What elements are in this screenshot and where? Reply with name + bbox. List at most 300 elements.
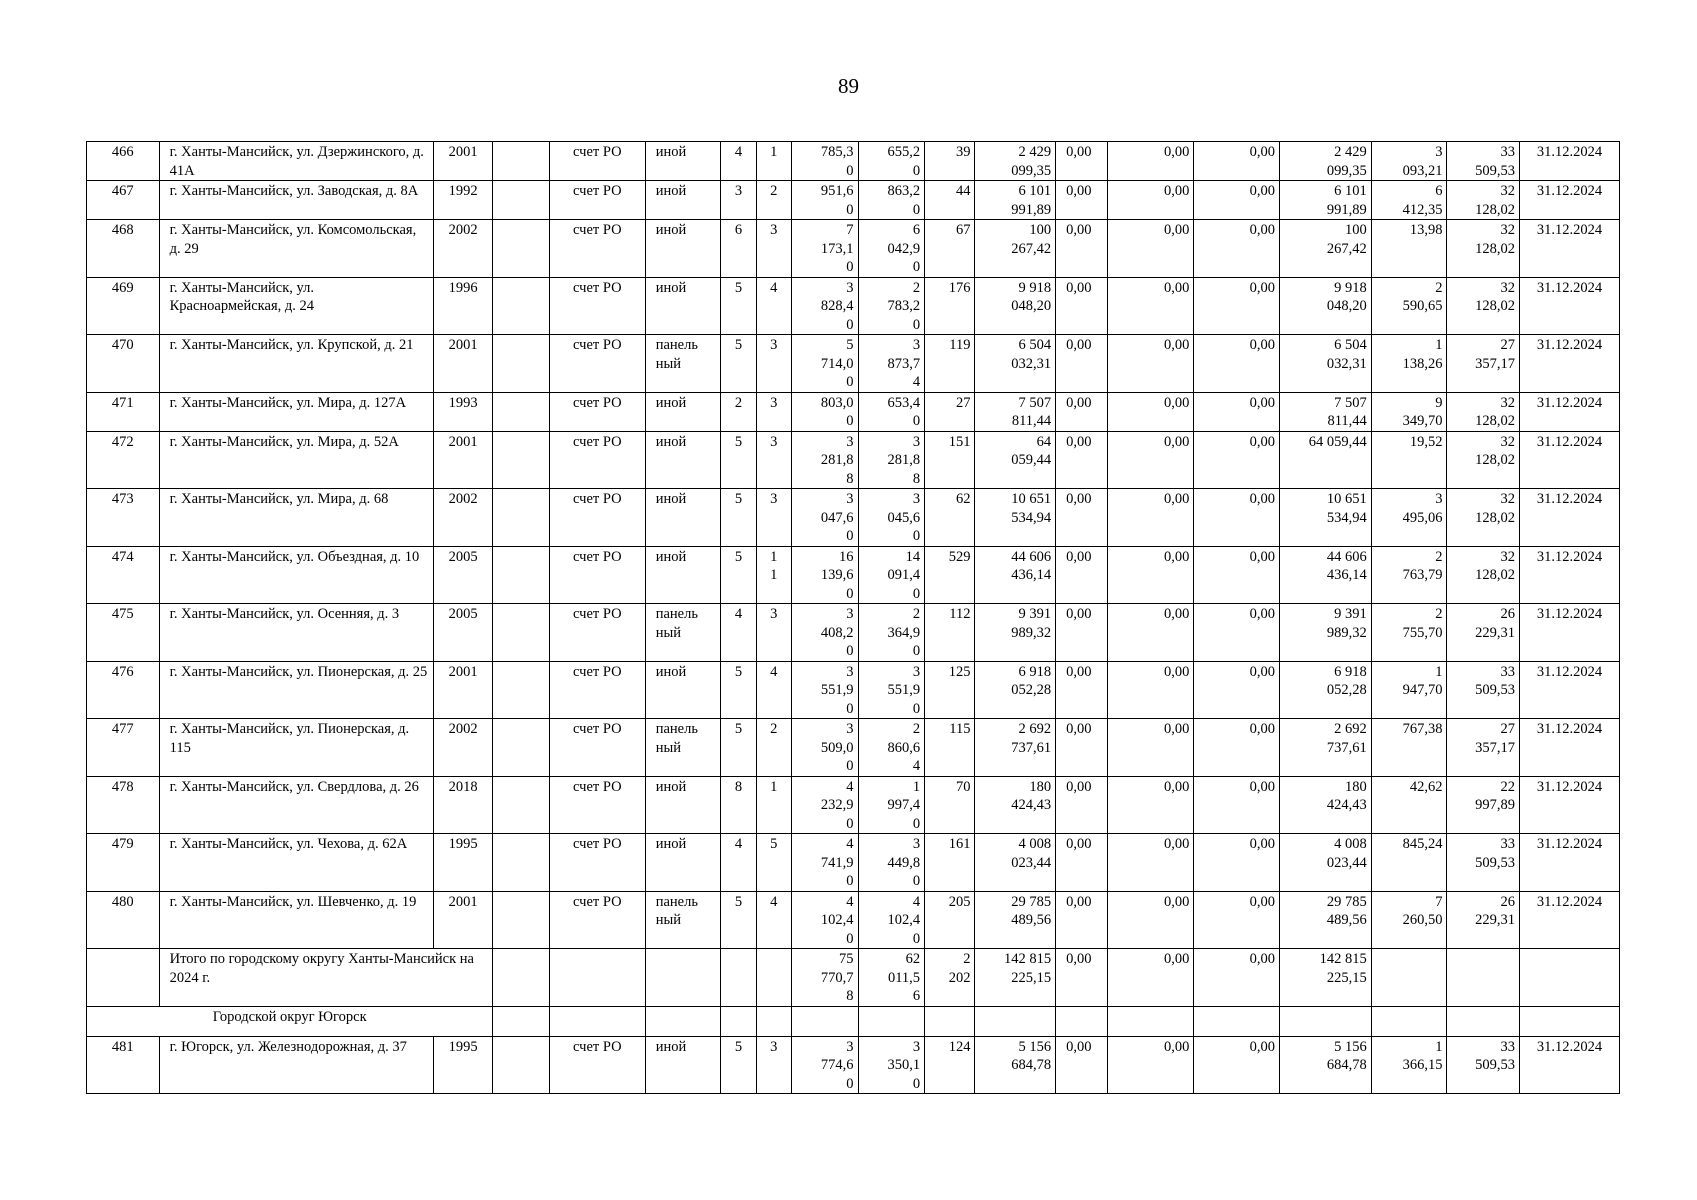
empty-cell: [721, 1006, 756, 1036]
cost-limit-cell: 27 357,17: [1447, 335, 1520, 393]
wall-material-cell: иной: [645, 1036, 721, 1094]
total-area-cell: 3 828,4 0: [791, 277, 858, 335]
table-row: [87, 142, 1620, 181]
residents-cell: 70: [925, 776, 975, 834]
fund-method-cell: счет РО: [549, 661, 645, 719]
table-row: [87, 392, 1620, 431]
address-cell: г. Ханты-Мансийск, ул. Красноармейская, д. 24: [159, 277, 433, 335]
cost-limit-cell: 32 128,02: [1447, 392, 1520, 431]
empty-cell: [493, 661, 549, 719]
year-cell: 1992: [433, 181, 493, 220]
address-cell: г. Ханты-Мансийск, ул. Дзержинского, д. 41А: [159, 142, 433, 181]
address-cell: г. Ханты-Мансийск, ул. Мира, д. 68: [159, 489, 433, 547]
cost-budget-cell: 0,00: [1107, 604, 1194, 662]
total-cost-cell: 29 785 489,56: [975, 891, 1056, 949]
address-cell: г. Ханты-Мансийск, ул. Шевченко, д. 19: [159, 891, 433, 949]
wall-material-cell: иной: [645, 489, 721, 547]
living-area-cell: 3 045,6 0: [858, 489, 925, 547]
fund-method-cell: счет РО: [549, 181, 645, 220]
total-area-cell: 4 102,4 0: [791, 891, 858, 949]
living-area-cell: 3 551,9 0: [858, 661, 925, 719]
section-header-row: [87, 1006, 1620, 1036]
cost-per-m2-cell: 42,62: [1371, 776, 1447, 834]
entrances-cell: 3: [756, 604, 791, 662]
cost-limit-cell: 33 509,53: [1447, 834, 1520, 892]
cost-local-cell: 0,00: [1194, 604, 1280, 662]
year-cell: 2002: [433, 220, 493, 278]
cost-limit-cell: 33 509,53: [1447, 142, 1520, 181]
living-area-cell: 653,4 0: [858, 392, 925, 431]
cost-limit-cell: 32 128,02: [1447, 546, 1520, 604]
empty-cell: [493, 142, 549, 181]
empty-cell: [493, 949, 549, 1007]
cost-local-cell: 0,00: [1194, 719, 1280, 777]
total-area-cell: 3 047,6 0: [791, 489, 858, 547]
table-row: [87, 891, 1620, 949]
cost-fund-cell: 0,00: [1056, 392, 1107, 431]
address-cell: г. Ханты-Мансийск, ул. Крупской, д. 21: [159, 335, 433, 393]
row-number: 472: [87, 431, 160, 489]
cost-limit-cell: 32 128,02: [1447, 220, 1520, 278]
empty-cell: [493, 834, 549, 892]
residents-cell: 62: [925, 489, 975, 547]
year-cell: 1995: [433, 1036, 493, 1094]
deadline-cell: 31.12.2024: [1520, 661, 1620, 719]
total-area-cell: 4 232,9 0: [791, 776, 858, 834]
living-area-cell: 4 102,4 0: [858, 891, 925, 949]
total-cost-cell: 100 267,42: [975, 220, 1056, 278]
empty-cell: [493, 891, 549, 949]
fund-method-cell: счет РО: [549, 1036, 645, 1094]
residents-cell: 39: [925, 142, 975, 181]
cost-owners-cell: 142 815 225,15: [1280, 949, 1372, 1007]
empty-cell: [1194, 1006, 1280, 1036]
wall-material-cell: иной: [645, 142, 721, 181]
empty-cell: [1520, 1006, 1620, 1036]
cost-fund-cell: 0,00: [1056, 142, 1107, 181]
fund-method-cell: счет РО: [549, 604, 645, 662]
residents-cell: 529: [925, 546, 975, 604]
total-area-cell: 3 509,0 0: [791, 719, 858, 777]
year-cell: 2001: [433, 142, 493, 181]
fund-method-cell: счет РО: [549, 277, 645, 335]
living-area-cell: 3 449,8 0: [858, 834, 925, 892]
cost-budget-cell: 0,00: [1107, 1036, 1194, 1094]
deadline-cell: 31.12.2024: [1520, 392, 1620, 431]
floors-cell: 5: [721, 661, 756, 719]
row-number: 470: [87, 335, 160, 393]
fund-method-cell: счет РО: [549, 489, 645, 547]
cost-limit-cell: 27 357,17: [1447, 719, 1520, 777]
total-row: [87, 949, 1620, 1007]
entrances-cell: 1: [756, 142, 791, 181]
cost-budget-cell: 0,00: [1107, 891, 1194, 949]
residents-cell: 161: [925, 834, 975, 892]
floors-cell: 5: [721, 1036, 756, 1094]
row-number: 476: [87, 661, 160, 719]
total-cost-cell: 44 606 436,14: [975, 546, 1056, 604]
cost-fund-cell: 0,00: [1056, 891, 1107, 949]
total-cost-cell: 6 918 052,28: [975, 661, 1056, 719]
cost-budget-cell: 0,00: [1107, 220, 1194, 278]
wall-material-cell: панель ный: [645, 719, 721, 777]
total-area-cell: 785,3 0: [791, 142, 858, 181]
cost-fund-cell: 0,00: [1056, 776, 1107, 834]
cost-limit-cell: 26 229,31: [1447, 891, 1520, 949]
row-number: 468: [87, 220, 160, 278]
address-cell: г. Ханты-Мансийск, ул. Мира, д. 127А: [159, 392, 433, 431]
wall-material-cell: иной: [645, 546, 721, 604]
deadline-cell: 31.12.2024: [1520, 604, 1620, 662]
table-row: [87, 335, 1620, 393]
address-cell: г. Югорск, ул. Железнодорожная, д. 37: [159, 1036, 433, 1094]
cost-local-cell: 0,00: [1194, 661, 1280, 719]
floors-cell: 5: [721, 489, 756, 547]
cost-fund-cell: 0,00: [1056, 335, 1107, 393]
deadline-cell: 31.12.2024: [1520, 142, 1620, 181]
total-cost-cell: 2 429 099,35: [975, 142, 1056, 181]
year-cell: 2002: [433, 489, 493, 547]
entrances-cell: 3: [756, 335, 791, 393]
cost-fund-cell: 0,00: [1056, 661, 1107, 719]
living-area-cell: 1 997,4 0: [858, 776, 925, 834]
entrances-cell: 1 1: [756, 546, 791, 604]
empty-cell: [493, 489, 549, 547]
empty-cell: [1056, 1006, 1107, 1036]
entrances-cell: 2: [756, 181, 791, 220]
total-cost-cell: 180 424,43: [975, 776, 1056, 834]
deadline-cell: 31.12.2024: [1520, 1036, 1620, 1094]
empty-cell: [1447, 949, 1520, 1007]
table-row: [87, 220, 1620, 278]
housing-register-table: [86, 141, 1620, 1094]
total-label: Итого по городскому округу Ханты-Мансийск на 2024 г.: [159, 949, 493, 1007]
cost-budget-cell: 0,00: [1107, 431, 1194, 489]
fund-method-cell: счет РО: [549, 392, 645, 431]
total-area-cell: 75 770,7 8: [791, 949, 858, 1007]
empty-cell: [756, 949, 791, 1007]
wall-material-cell: иной: [645, 661, 721, 719]
empty-cell: [493, 335, 549, 393]
row-number: 475: [87, 604, 160, 662]
total-cost-cell: 9 918 048,20: [975, 277, 1056, 335]
wall-material-cell: иной: [645, 392, 721, 431]
table-row: [87, 719, 1620, 777]
cost-owners-cell: 2 429 099,35: [1280, 142, 1372, 181]
cost-per-m2-cell: 845,24: [1371, 834, 1447, 892]
cost-budget-cell: 0,00: [1107, 181, 1194, 220]
empty-cell: [549, 949, 645, 1007]
cost-per-m2-cell: 7 260,50: [1371, 891, 1447, 949]
residents-cell: 2 202: [925, 949, 975, 1007]
cost-local-cell: 0,00: [1194, 1036, 1280, 1094]
year-cell: 1995: [433, 834, 493, 892]
residents-cell: 115: [925, 719, 975, 777]
cost-fund-cell: 0,00: [1056, 489, 1107, 547]
cost-local-cell: 0,00: [1194, 431, 1280, 489]
cost-per-m2-cell: 3 093,21: [1371, 142, 1447, 181]
empty-cell: [493, 220, 549, 278]
cost-budget-cell: 0,00: [1107, 834, 1194, 892]
table-row: [87, 834, 1620, 892]
entrances-cell: 3: [756, 392, 791, 431]
wall-material-cell: иной: [645, 220, 721, 278]
empty-cell: [549, 1006, 645, 1036]
wall-material-cell: иной: [645, 834, 721, 892]
row-number: 471: [87, 392, 160, 431]
row-number: 479: [87, 834, 160, 892]
cost-owners-cell: 9 918 048,20: [1280, 277, 1372, 335]
total-area-cell: 16 139,6 0: [791, 546, 858, 604]
cost-per-m2-cell: 2 763,79: [1371, 546, 1447, 604]
cost-per-m2-cell: 2 590,65: [1371, 277, 1447, 335]
cost-owners-cell: 6 504 032,31: [1280, 335, 1372, 393]
entrances-cell: 1: [756, 776, 791, 834]
cost-owners-cell: 6 101 991,89: [1280, 181, 1372, 220]
residents-cell: 112: [925, 604, 975, 662]
year-cell: 2001: [433, 335, 493, 393]
total-cost-cell: 64 059,44: [975, 431, 1056, 489]
deadline-cell: 31.12.2024: [1520, 220, 1620, 278]
empty-cell: [1280, 1006, 1372, 1036]
table-row: [87, 1036, 1620, 1094]
total-cost-cell: 10 651 534,94: [975, 489, 1056, 547]
cost-per-m2-cell: 13,98: [1371, 220, 1447, 278]
cost-owners-cell: 100 267,42: [1280, 220, 1372, 278]
empty-cell: [975, 1006, 1056, 1036]
deadline-cell: 31.12.2024: [1520, 891, 1620, 949]
cost-owners-cell: 2 692 737,61: [1280, 719, 1372, 777]
empty-cell: [493, 776, 549, 834]
total-area-cell: 5 714,0 0: [791, 335, 858, 393]
floors-cell: 3: [721, 181, 756, 220]
deadline-cell: 31.12.2024: [1520, 546, 1620, 604]
page-number: 89: [838, 74, 859, 98]
cost-local-cell: 0,00: [1194, 181, 1280, 220]
empty-cell: [493, 392, 549, 431]
cost-budget-cell: 0,00: [1107, 949, 1194, 1007]
entrances-cell: 4: [756, 277, 791, 335]
residents-cell: 124: [925, 1036, 975, 1094]
cost-per-m2-cell: 3 495,06: [1371, 489, 1447, 547]
total-area-cell: 3 551,9 0: [791, 661, 858, 719]
entrances-cell: 4: [756, 891, 791, 949]
cost-local-cell: 0,00: [1194, 335, 1280, 393]
empty-cell: [493, 431, 549, 489]
cost-owners-cell: 64 059,44: [1280, 431, 1372, 489]
floors-cell: 4: [721, 142, 756, 181]
cost-budget-cell: 0,00: [1107, 661, 1194, 719]
cost-fund-cell: 0,00: [1056, 277, 1107, 335]
cost-fund-cell: 0,00: [1056, 220, 1107, 278]
living-area-cell: 2 783,2 0: [858, 277, 925, 335]
cost-fund-cell: 0,00: [1056, 719, 1107, 777]
fund-method-cell: счет РО: [549, 431, 645, 489]
fund-method-cell: счет РО: [549, 220, 645, 278]
empty-cell: [721, 949, 756, 1007]
entrances-cell: 4: [756, 661, 791, 719]
cost-budget-cell: 0,00: [1107, 489, 1194, 547]
cost-owners-cell: 29 785 489,56: [1280, 891, 1372, 949]
table-row: [87, 277, 1620, 335]
living-area-cell: 655,2 0: [858, 142, 925, 181]
year-cell: 2001: [433, 891, 493, 949]
cost-local-cell: 0,00: [1194, 489, 1280, 547]
living-area-cell: 3 873,7 4: [858, 335, 925, 393]
entrances-cell: 3: [756, 220, 791, 278]
wall-material-cell: иной: [645, 431, 721, 489]
cost-owners-cell: 4 008 023,44: [1280, 834, 1372, 892]
year-cell: 1993: [433, 392, 493, 431]
year-cell: 2001: [433, 431, 493, 489]
table-row: [87, 181, 1620, 220]
cost-fund-cell: 0,00: [1056, 1036, 1107, 1094]
deadline-cell: 31.12.2024: [1520, 834, 1620, 892]
empty-cell: [493, 546, 549, 604]
residents-cell: 151: [925, 431, 975, 489]
cost-local-cell: 0,00: [1194, 546, 1280, 604]
total-area-cell: 951,6 0: [791, 181, 858, 220]
wall-material-cell: иной: [645, 277, 721, 335]
year-cell: 2005: [433, 604, 493, 662]
deadline-cell: 31.12.2024: [1520, 776, 1620, 834]
cost-per-m2-cell: 1 366,15: [1371, 1036, 1447, 1094]
total-cost-cell: 9 391 989,32: [975, 604, 1056, 662]
empty-cell: [645, 1006, 721, 1036]
cost-limit-cell: 26 229,31: [1447, 604, 1520, 662]
living-area-cell: 3 281,8 8: [858, 431, 925, 489]
year-cell: 2001: [433, 661, 493, 719]
empty-cell: [858, 1006, 925, 1036]
row-number: 467: [87, 181, 160, 220]
deadline-cell: 31.12.2024: [1520, 181, 1620, 220]
section-header: Городской округ Югорск: [87, 1006, 493, 1036]
empty-cell: [1107, 1006, 1194, 1036]
cost-limit-cell: 32 128,02: [1447, 181, 1520, 220]
empty-cell: [493, 1036, 549, 1094]
cost-budget-cell: 0,00: [1107, 392, 1194, 431]
deadline-cell: 31.12.2024: [1520, 489, 1620, 547]
total-area-cell: 7 173,1 0: [791, 220, 858, 278]
entrances-cell: 5: [756, 834, 791, 892]
fund-method-cell: счет РО: [549, 335, 645, 393]
total-area-cell: 3 281,8 8: [791, 431, 858, 489]
cost-limit-cell: 32 128,02: [1447, 277, 1520, 335]
total-area-cell: 4 741,9 0: [791, 834, 858, 892]
floors-cell: 2: [721, 392, 756, 431]
cost-limit-cell: 32 128,02: [1447, 431, 1520, 489]
row-number: 481: [87, 1036, 160, 1094]
living-area-cell: 62 011,5 6: [858, 949, 925, 1007]
empty-cell: [925, 1006, 975, 1036]
empty-cell: [1371, 949, 1447, 1007]
cost-owners-cell: 9 391 989,32: [1280, 604, 1372, 662]
table-row: [87, 661, 1620, 719]
cost-per-m2-cell: 6 412,35: [1371, 181, 1447, 220]
row-number: 473: [87, 489, 160, 547]
table-row: [87, 776, 1620, 834]
total-cost-cell: 142 815 225,15: [975, 949, 1056, 1007]
cost-local-cell: 0,00: [1194, 949, 1280, 1007]
total-cost-cell: 7 507 811,44: [975, 392, 1056, 431]
cost-local-cell: 0,00: [1194, 277, 1280, 335]
empty-cell: [493, 719, 549, 777]
fund-method-cell: счет РО: [549, 719, 645, 777]
total-area-cell: 3 774,6 0: [791, 1036, 858, 1094]
fund-method-cell: счет РО: [549, 891, 645, 949]
cost-per-m2-cell: 1 947,70: [1371, 661, 1447, 719]
cost-local-cell: 0,00: [1194, 392, 1280, 431]
total-area-cell: 3 408,2 0: [791, 604, 858, 662]
residents-cell: 125: [925, 661, 975, 719]
cost-per-m2-cell: 19,52: [1371, 431, 1447, 489]
cost-budget-cell: 0,00: [1107, 719, 1194, 777]
residents-cell: 67: [925, 220, 975, 278]
year-cell: 1996: [433, 277, 493, 335]
total-cost-cell: 6 101 991,89: [975, 181, 1056, 220]
entrances-cell: 2: [756, 719, 791, 777]
living-area-cell: 3 350,1 0: [858, 1036, 925, 1094]
entrances-cell: 3: [756, 431, 791, 489]
deadline-cell: 31.12.2024: [1520, 431, 1620, 489]
empty-cell: [645, 949, 721, 1007]
cost-local-cell: 0,00: [1194, 891, 1280, 949]
cost-per-m2-cell: 767,38: [1371, 719, 1447, 777]
living-area-cell: 2 364,9 0: [858, 604, 925, 662]
row-number: 469: [87, 277, 160, 335]
fund-method-cell: счет РО: [549, 142, 645, 181]
cost-per-m2-cell: 2 755,70: [1371, 604, 1447, 662]
address-cell: г. Ханты-Мансийск, ул. Осенняя, д. 3: [159, 604, 433, 662]
address-cell: г. Ханты-Мансийск, ул. Свердлова, д. 26: [159, 776, 433, 834]
cost-per-m2-cell: 9 349,70: [1371, 392, 1447, 431]
cost-owners-cell: 6 918 052,28: [1280, 661, 1372, 719]
living-area-cell: 14 091,4 0: [858, 546, 925, 604]
cost-limit-cell: 33 509,53: [1447, 661, 1520, 719]
empty-cell: [756, 1006, 791, 1036]
cost-fund-cell: 0,00: [1056, 431, 1107, 489]
living-area-cell: 2 860,6 4: [858, 719, 925, 777]
floors-cell: 5: [721, 277, 756, 335]
cost-owners-cell: 44 606 436,14: [1280, 546, 1372, 604]
cost-fund-cell: 0,00: [1056, 546, 1107, 604]
empty-cell: [1371, 1006, 1447, 1036]
address-cell: г. Ханты-Мансийск, ул. Пионерская, д. 25: [159, 661, 433, 719]
cost-budget-cell: 0,00: [1107, 546, 1194, 604]
floors-cell: 5: [721, 891, 756, 949]
cost-budget-cell: 0,00: [1107, 335, 1194, 393]
empty-cell: [1447, 1006, 1520, 1036]
residents-cell: 205: [925, 891, 975, 949]
total-cost-cell: 5 156 684,78: [975, 1036, 1056, 1094]
address-cell: г. Ханты-Мансийск, ул. Объездная, д. 10: [159, 546, 433, 604]
living-area-cell: 6 042,9 0: [858, 220, 925, 278]
cost-owners-cell: 7 507 811,44: [1280, 392, 1372, 431]
empty-cell: [493, 1006, 549, 1036]
year-cell: 2005: [433, 546, 493, 604]
cost-budget-cell: 0,00: [1107, 277, 1194, 335]
year-cell: 2018: [433, 776, 493, 834]
cost-local-cell: 0,00: [1194, 776, 1280, 834]
cost-owners-cell: 180 424,43: [1280, 776, 1372, 834]
residents-cell: 27: [925, 392, 975, 431]
wall-material-cell: панель ный: [645, 335, 721, 393]
address-cell: г. Ханты-Мансийск, ул. Пионерская, д. 115: [159, 719, 433, 777]
cost-per-m2-cell: 1 138,26: [1371, 335, 1447, 393]
row-number: 477: [87, 719, 160, 777]
cost-fund-cell: 0,00: [1056, 834, 1107, 892]
cost-local-cell: 0,00: [1194, 834, 1280, 892]
